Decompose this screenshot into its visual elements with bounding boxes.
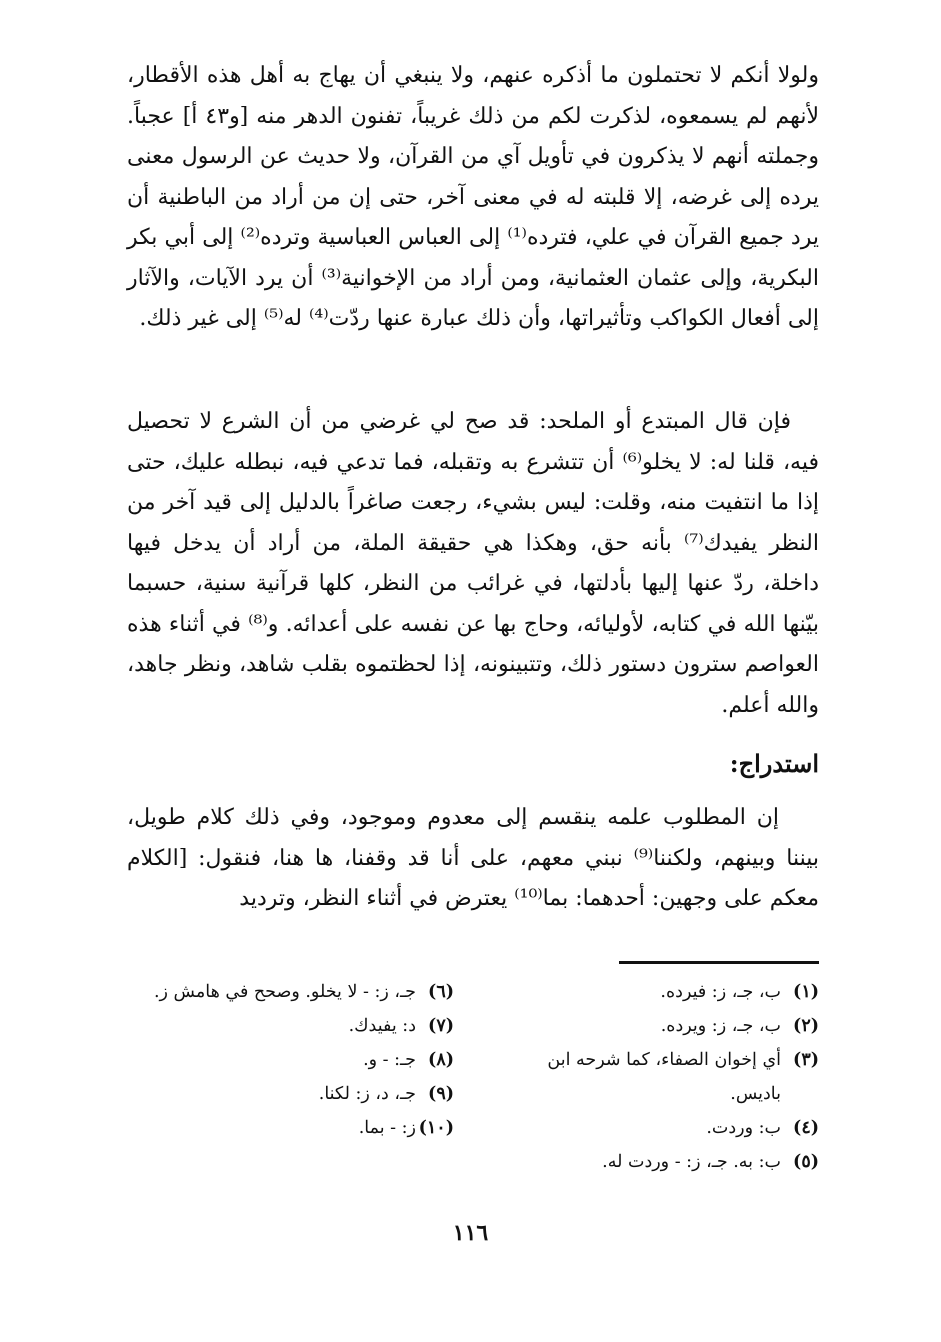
footnote-item	[119, 975, 454, 1009]
footnote-text: جـ، ز: - لا يخلو. وصحح في هامش ز.	[153, 982, 416, 1002]
paragraph-2: فإن قال المبتدع أو الملحد: قد صح لي غرضي من أن الشرع لا تحصيل فيه، قلنا له: لا يخلو⁽⁶⁾ أن تتشرع به وتقبله، فما تدعي فيه، نبطله عليك، حتى إذا ما انتفيت منه، وقلت: ليس بشيء، رجعت صاغراً بالدليل إلى قيد آخر من النظر يفيدك⁽⁷⁾ بأنه حق، وهكذا هي حقيقة الملة، من أراد أن يدخل فيها داخلة، ردّ عنها إليها بأدلتها، في غرائب من النظر، كلها قرآنية سنية، حسبما بيّنها الله في كتابه، لأوليائه، وحاج بها عن نفسه على أعدائه. و⁽⁸⁾ في أثناء هذه العواصم سترون دستور ذلك، وتتبينونه، إذا لحظتموه بقلب شاهد، ونظر جاهد، والله أعلم.	[127, 409, 819, 718]
page-number: ١١٦	[452, 1220, 489, 1246]
footnote-text: جـ، د، ز: لكنا.	[318, 1084, 416, 1104]
footnote-text: ز: - بما.	[358, 1118, 416, 1138]
footnote-item	[507, 1009, 819, 1043]
footnote-text: أي إخوان الصفاء، كما شرحه ابن باديس.	[547, 1050, 781, 1104]
footnote-text: ب، جـ، ز: ويرده.	[660, 1016, 781, 1036]
footnote-number: (٤)	[793, 1118, 819, 1138]
footnote-number: (١٠)	[418, 1118, 454, 1138]
footnote-item	[507, 975, 819, 1009]
footnote-item	[119, 1077, 454, 1111]
footnote-text: ب: وردت.	[706, 1118, 781, 1138]
footnote-number: (١)	[793, 982, 819, 1002]
footnote-number: (٢)	[793, 1016, 819, 1036]
footnote-separator	[619, 961, 819, 964]
footnote-text: ب، جـ، ز: فيرده.	[660, 982, 781, 1002]
footnotes-column-right	[507, 975, 819, 1179]
section-heading: استدراج:	[729, 749, 819, 778]
footnote-item	[119, 1009, 454, 1043]
footnotes-column-left	[119, 975, 454, 1145]
footnote-number: (٧)	[428, 1016, 454, 1036]
footnote-number: (٦)	[428, 982, 454, 1002]
footnote-item	[507, 1111, 819, 1145]
footnote-item	[507, 1145, 819, 1179]
paragraph-3: إن المطلوب علمه ينقسم إلى معدوم وموجود، وفي ذلك كلام طويل، بيننا وبينهم، ولكننا⁽⁹⁾ نبني معهم، على أنا قد وقفنا، ها هنا، فنقول: [الكلام معكم على وجهين: أحدهما: بما⁽¹⁰⁾ يعترض في أثناء النظر، وترديد	[127, 805, 819, 911]
footnote-item	[119, 1043, 454, 1077]
footnote-text: ب: به. جـ، ز: - وردت له.	[602, 1152, 781, 1172]
footnote-item	[119, 1111, 454, 1145]
footnote-text: جـ: - و.	[363, 1050, 416, 1070]
footnote-number: (٩)	[428, 1084, 454, 1104]
paragraph-1: ولولا أنكم لا تحتملون ما أذكره عنهم، ولا ينبغي أن يهاج به أهل هذه الأقطار، لأنهم لم يسمعوه، لذكرت لكم من ذلك غريباً، تفنون الدهر منه [و٤٣ أ] عجباً. وجملته أنهم لا يذكرون في تأويل آي من القرآن، ولا حديث عن الرسول معنى يرده إلى غرضه، إلا قلبته له في معنى آخر، حتى إن من أراد من الباطنية أن يرد جميع القرآن في علي، فترده⁽¹⁾ إلى العباس العباسية وترده⁽²⁾ إلى أبي بكر البكرية، وإلى عثمان العثمانية، ومن أراد من الإخوانية⁽³⁾ أن يرد الآيات، والآثار إلى أفعال الكواكب وتأثيراتها، وأن ذلك عبارة عنها ردّت⁽⁴⁾ له⁽⁵⁾ إلى غير ذلك.	[127, 63, 819, 331]
footnote-text: د: يفيدك.	[348, 1016, 416, 1036]
footnote-item	[507, 1043, 819, 1111]
footnote-number: (٨)	[428, 1050, 454, 1070]
footnote-number: (٥)	[793, 1152, 819, 1172]
footnote-number: (٣)	[793, 1050, 819, 1070]
